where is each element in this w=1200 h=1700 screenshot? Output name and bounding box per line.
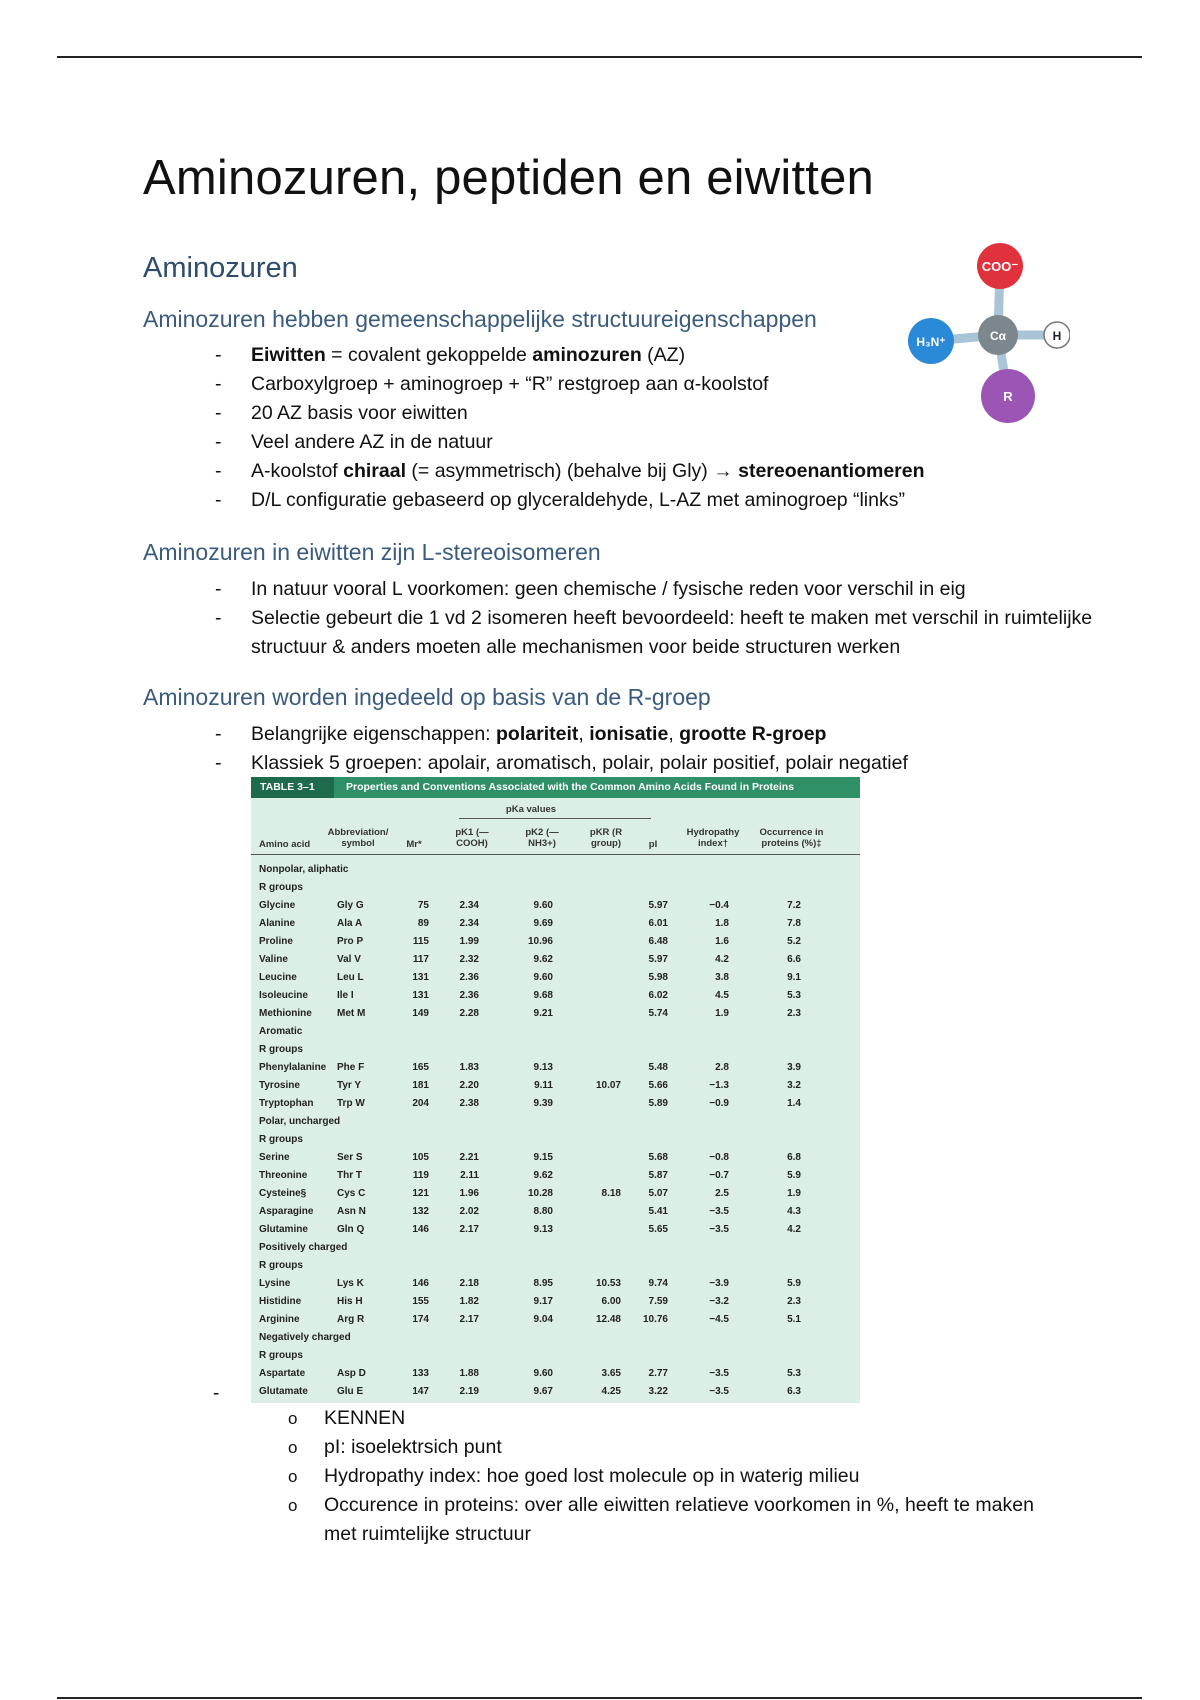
table-cell: 1.99 — [459, 936, 479, 947]
table-cell: 2.8 — [715, 1062, 729, 1073]
table-cell: Trp W — [337, 1098, 365, 1109]
table-cell: Cys C — [337, 1188, 366, 1199]
table-cell: 5.9 — [787, 1170, 801, 1181]
table-cell: Tyrosine — [259, 1080, 300, 1091]
table-cell: 3.9 — [787, 1062, 801, 1073]
list-item: - Veel andere AZ in de natuur — [213, 428, 1131, 457]
table-cell: 5.89 — [648, 1098, 668, 1109]
page-title: Aminozuren, peptiden en eiwitten — [143, 151, 874, 205]
table-cell: 9.60 — [533, 972, 553, 983]
table-group-label: Aromatic — [259, 1026, 303, 1037]
table-cell: Serine — [259, 1152, 290, 1163]
table-cell: 9.17 — [533, 1296, 553, 1307]
table-cell: 89 — [417, 918, 429, 929]
list-item: - Klassiek 5 groepen: apolair, aromatisch, polair, polair positief, polair negatief — [213, 749, 1131, 778]
table-cell: 6.01 — [648, 918, 668, 929]
table-cell: 2.34 — [459, 900, 479, 911]
table-cell: 1.82 — [459, 1296, 479, 1307]
table-cell: 2.5 — [715, 1188, 729, 1199]
table-cell: 3.8 — [715, 972, 729, 983]
table-cell: Gln Q — [337, 1224, 365, 1235]
table-cell: 8.80 — [533, 1206, 553, 1217]
table-label: TABLE 3–1 — [251, 777, 334, 798]
table-cell: Ile I — [337, 990, 354, 1001]
table-cell: 9.13 — [533, 1224, 553, 1235]
table-cell: −3.5 — [709, 1386, 729, 1397]
table-cell: 75 — [417, 900, 429, 911]
table-group-label: Polar, uncharged — [259, 1116, 341, 1127]
column-header-rule — [251, 854, 860, 855]
table-cell: 6.00 — [601, 1296, 621, 1307]
list-item: - In natuur vooral L voorkomen: geen chemische / fysische reden voor verschil in eig — [213, 575, 1131, 604]
table-cell: Glu E — [337, 1386, 364, 1397]
table-cell: Isoleucine — [259, 990, 308, 1001]
list-item: o Occurence in proteins: over alle eiwitten relatieve voorkomen in %, heeft te maken met ruimtelijke structuur — [286, 1491, 1044, 1549]
table-cell: 149 — [412, 1008, 429, 1019]
top-rule — [57, 56, 1142, 58]
table-group-label: R groups — [259, 1350, 303, 1361]
table-cell: 119 — [412, 1170, 429, 1181]
table-cell: 105 — [412, 1152, 429, 1163]
table-cell: 1.83 — [459, 1062, 479, 1073]
table-cell: 3.22 — [648, 1386, 668, 1397]
table-cell: 5.2 — [787, 936, 801, 947]
table-cell: −0.4 — [709, 900, 729, 911]
table-cell: 7.8 — [787, 918, 801, 929]
column-header: pK1 (—COOH) — [455, 827, 489, 849]
list-item: - D/L configuratie gebaseerd op glyceraldehyde, L-AZ met aminogroep “links” — [213, 486, 1131, 515]
table-cell: 2.3 — [787, 1296, 801, 1307]
table-cell: 2.17 — [459, 1224, 479, 1235]
table-cell: Arg R — [337, 1314, 365, 1325]
table-cell: 5.87 — [648, 1170, 668, 1181]
table-cell: 4.25 — [601, 1386, 621, 1397]
table-cell: His H — [337, 1296, 363, 1307]
table-cell: Leu L — [337, 972, 364, 983]
table-cell: Asn N — [337, 1206, 366, 1217]
table-cell: 8.95 — [533, 1278, 553, 1289]
table-cell: Alanine — [259, 918, 296, 929]
table-cell: 9.60 — [533, 1368, 553, 1379]
table-group-label: Negatively charged — [259, 1332, 351, 1343]
table-cell: 1.4 — [787, 1098, 801, 1109]
table-group-label: Nonpolar, aliphatic — [259, 864, 349, 875]
table-cell: 10.76 — [642, 1314, 668, 1325]
table-cell: −3.5 — [709, 1224, 729, 1235]
table-cell: Asp D — [337, 1368, 366, 1379]
list-item: o pI: isoelektrsich punt — [286, 1433, 1044, 1462]
table-cell: 2.28 — [459, 1008, 479, 1019]
table-cell: 2.36 — [459, 990, 479, 1001]
table-cell: 1.96 — [459, 1188, 479, 1199]
table-cell: 5.65 — [648, 1224, 668, 1235]
table-cell: 4.5 — [715, 990, 729, 1001]
table-cell: 9.74 — [648, 1278, 668, 1289]
list-item: - Belangrijke eigenschappen: polariteit, ionisatie, grootte R-groep — [213, 720, 1131, 749]
table-cell: 131 — [412, 972, 429, 983]
table-cell: 9.1 — [787, 972, 801, 983]
table-cell: 9.15 — [533, 1152, 553, 1163]
table-cell: 115 — [412, 936, 429, 947]
list-item: - Carboxylgroep + aminogroep + “R” restgroep aan α-koolstof — [213, 370, 1131, 399]
table-cell: 3.2 — [787, 1080, 801, 1091]
table-cell: −0.9 — [709, 1098, 729, 1109]
table-cell: Glutamine — [259, 1224, 308, 1235]
table-cell: 5.1 — [787, 1314, 801, 1325]
table-cell: Methionine — [259, 1008, 312, 1019]
table-cell: 133 — [412, 1368, 429, 1379]
list-item: o KENNEN — [286, 1404, 1044, 1433]
table-cell: 10.96 — [527, 936, 553, 947]
table-cell: 4.2 — [715, 954, 729, 965]
table-cell: Lys K — [337, 1278, 364, 1289]
amino-acid-properties-table — [251, 777, 860, 1403]
table-cell: 5.68 — [648, 1152, 668, 1163]
table-cell: 2.18 — [459, 1278, 479, 1289]
section-heading: Aminozuren — [143, 252, 298, 284]
column-header: pKR (R group) — [589, 827, 623, 849]
list-item: - A-koolstof chiraal (= asymmetrisch) (behalve bij Gly) → stereoenantiomeren — [213, 457, 1131, 486]
table-cell: 2.11 — [460, 1170, 479, 1181]
table-cell: 2.17 — [459, 1314, 479, 1325]
table-header-bar — [251, 777, 860, 798]
table-cell: 2.36 — [459, 972, 479, 983]
table-cell: 6.02 — [648, 990, 668, 1001]
table-group-label: R groups — [259, 1044, 303, 1055]
stray-dash: - — [213, 1383, 220, 1404]
table-cell: 9.39 — [533, 1098, 553, 1109]
table-cell: 9.13 — [533, 1062, 553, 1073]
table-cell: 9.69 — [533, 918, 553, 929]
table-cell: −1.3 — [709, 1080, 729, 1091]
table-cell: Histidine — [259, 1296, 302, 1307]
column-header: Mr* — [406, 839, 422, 850]
table-cell: −4.5 — [709, 1314, 729, 1325]
column-header: Abbreviation/ symbol — [327, 827, 389, 849]
list-item: - 20 AZ basis voor eiwitten — [213, 399, 1131, 428]
table-cell: 9.67 — [533, 1386, 553, 1397]
table-cell: 6.3 — [787, 1386, 801, 1397]
table-cell: 6.48 — [648, 936, 668, 947]
table-cell: −3.5 — [709, 1368, 729, 1379]
table-cell: Asparagine — [259, 1206, 314, 1217]
table-cell: 1.9 — [787, 1188, 801, 1199]
table-cell: Aspartate — [259, 1368, 306, 1379]
bottom-rule — [57, 1697, 1142, 1699]
table-cell: Val V — [337, 954, 361, 965]
table-cell: 2.38 — [459, 1098, 479, 1109]
table-cell: 181 — [412, 1080, 429, 1091]
table-cell: 165 — [412, 1062, 429, 1073]
svg-text:H₃N⁺: H₃N⁺ — [916, 335, 946, 349]
table-cell: Thr T — [337, 1170, 362, 1181]
table-cell: 2.19 — [459, 1386, 479, 1397]
column-header: Occurrence in proteins (%)‡ — [759, 827, 824, 849]
table-cell: Threonine — [259, 1170, 308, 1181]
bullet-list-r-group — [213, 720, 1131, 778]
bullet-list-stereoisomers — [213, 575, 1131, 662]
table-cell: 9.62 — [533, 1170, 553, 1181]
table-cell: 5.98 — [648, 972, 668, 983]
table-cell: Cysteine§ — [259, 1188, 307, 1199]
table-cell: 12.48 — [595, 1314, 621, 1325]
table-cell: 174 — [412, 1314, 429, 1325]
amino-acid-molecule-figure — [900, 238, 1070, 428]
table-cell: 2.20 — [459, 1080, 479, 1091]
table-cell: 5.48 — [648, 1062, 668, 1073]
table-title: Properties and Conventions Associated with the Common Amino Acids Found in Proteins — [346, 781, 795, 793]
table-cell: 4.3 — [787, 1206, 801, 1217]
table-cell: 5.74 — [648, 1008, 668, 1019]
table-cell: 2.02 — [459, 1206, 479, 1217]
table-cell: 9.21 — [533, 1008, 553, 1019]
table-cell: 9.62 — [533, 954, 553, 965]
table-group-label: R groups — [259, 1260, 303, 1271]
list-item: o Hydropathy index: hoe goed lost molecule op in waterig milieu — [286, 1462, 1044, 1491]
table-cell: 121 — [412, 1188, 429, 1199]
table-cell: 5.97 — [648, 954, 668, 965]
table-cell: 2.34 — [459, 918, 479, 929]
table-cell: 1.88 — [459, 1368, 479, 1379]
table-cell: 10.53 — [595, 1278, 621, 1289]
table-cell: 132 — [412, 1206, 429, 1217]
subheading-stereoisomers: Aminozuren in eiwitten zijn L-stereoisomeren — [143, 539, 601, 565]
pk-values-header: pKa values — [505, 804, 557, 815]
table-cell: Ala A — [337, 918, 363, 929]
table-cell: Valine — [259, 954, 288, 965]
table-group-label: R groups — [259, 1134, 303, 1145]
table-cell: Phenylalanine — [259, 1062, 327, 1073]
table-cell: Glycine — [259, 900, 296, 911]
table-cell: 9.60 — [533, 900, 553, 911]
table-cell: 1.6 — [715, 936, 729, 947]
column-header: pK2 (—NH3+) — [525, 827, 559, 849]
table-cell: 2.21 — [459, 1152, 479, 1163]
table-cell: Gly G — [337, 900, 364, 911]
svg-text:COO⁻: COO⁻ — [981, 259, 1019, 274]
table-cell: 204 — [412, 1098, 429, 1109]
table-cell: Tryptophan — [259, 1098, 314, 1109]
table-cell: Met M — [337, 1008, 366, 1019]
table-cell: 8.18 — [601, 1188, 621, 1199]
table-cell: 1.9 — [715, 1008, 729, 1019]
table-cell: 6.6 — [787, 954, 801, 965]
column-header: Hydropathy index† — [686, 827, 740, 849]
table-cell: −3.5 — [709, 1206, 729, 1217]
table-cell: 131 — [412, 990, 429, 1001]
pk-header-underline — [459, 818, 651, 819]
table-cell: Leucine — [259, 972, 297, 983]
table-cell: 9.11 — [534, 1080, 553, 1091]
table-cell: 146 — [412, 1224, 429, 1235]
table-cell: 9.04 — [533, 1314, 553, 1325]
table-cell: Pro P — [337, 936, 364, 947]
table-cell: 5.41 — [648, 1206, 668, 1217]
table-cell: 5.3 — [787, 990, 801, 1001]
table-cell: 5.97 — [648, 900, 668, 911]
table-cell: Arginine — [259, 1314, 300, 1325]
table-cell: 117 — [412, 954, 429, 965]
table-cell: 147 — [412, 1386, 429, 1397]
table-cell: −0.8 — [709, 1152, 729, 1163]
table-cell: 10.07 — [595, 1080, 621, 1091]
table-cell: 3.65 — [601, 1368, 621, 1379]
svg-text:R: R — [1003, 389, 1013, 404]
table-cell: 2.77 — [648, 1368, 668, 1379]
list-item: - Eiwitten = covalent gekoppelde aminozuren (AZ) — [213, 341, 1131, 370]
table-cell: 7.59 — [648, 1296, 668, 1307]
table-cell: Proline — [259, 936, 293, 947]
column-header: pI — [648, 839, 658, 850]
table-cell: 5.3 — [787, 1368, 801, 1379]
table-cell: −3.9 — [709, 1278, 729, 1289]
sub-bullet-list — [286, 1404, 1044, 1549]
subheading-r-group: Aminozuren worden ingedeeld op basis van de R-groep — [143, 684, 711, 710]
table-cell: Phe F — [337, 1062, 365, 1073]
table-cell: 10.28 — [527, 1188, 553, 1199]
column-header: Amino acid — [259, 839, 311, 850]
svg-text:Cα: Cα — [989, 329, 1007, 343]
table-cell: 2.3 — [787, 1008, 801, 1019]
list-item: - Selectie gebeurt die 1 vd 2 isomeren heeft bevoordeeld: heeft te maken met verschil in ruimtelijke structuur & anders moeten alle mechanismen voor beide structuren werken — [213, 604, 1131, 662]
table-cell: Ser S — [337, 1152, 363, 1163]
table-cell: 6.8 — [787, 1152, 801, 1163]
table-cell: −0.7 — [709, 1170, 729, 1181]
table-cell: 4.2 — [787, 1224, 801, 1235]
table-cell: 146 — [412, 1278, 429, 1289]
table-cell: 1.8 — [715, 918, 729, 929]
table-cell: 5.9 — [787, 1278, 801, 1289]
table-cell: Lysine — [259, 1278, 291, 1289]
table-cell: Glutamate — [259, 1386, 308, 1397]
table-cell: 9.68 — [533, 990, 553, 1001]
table-cell: 7.2 — [787, 900, 801, 911]
table-cell: Tyr Y — [337, 1080, 362, 1091]
table-cell: 5.66 — [648, 1080, 668, 1091]
table-group-label: R groups — [259, 882, 303, 893]
table-cell: 5.07 — [648, 1188, 668, 1199]
subheading-structure: Aminozuren hebben gemeenschappelijke structuureigenschappen — [143, 306, 817, 332]
table-cell: −3.2 — [709, 1296, 729, 1307]
table-group-label: Positively charged — [259, 1242, 348, 1253]
table-cell: 2.32 — [459, 954, 479, 965]
svg-text:H: H — [1052, 329, 1062, 343]
table-cell: 155 — [412, 1296, 429, 1307]
